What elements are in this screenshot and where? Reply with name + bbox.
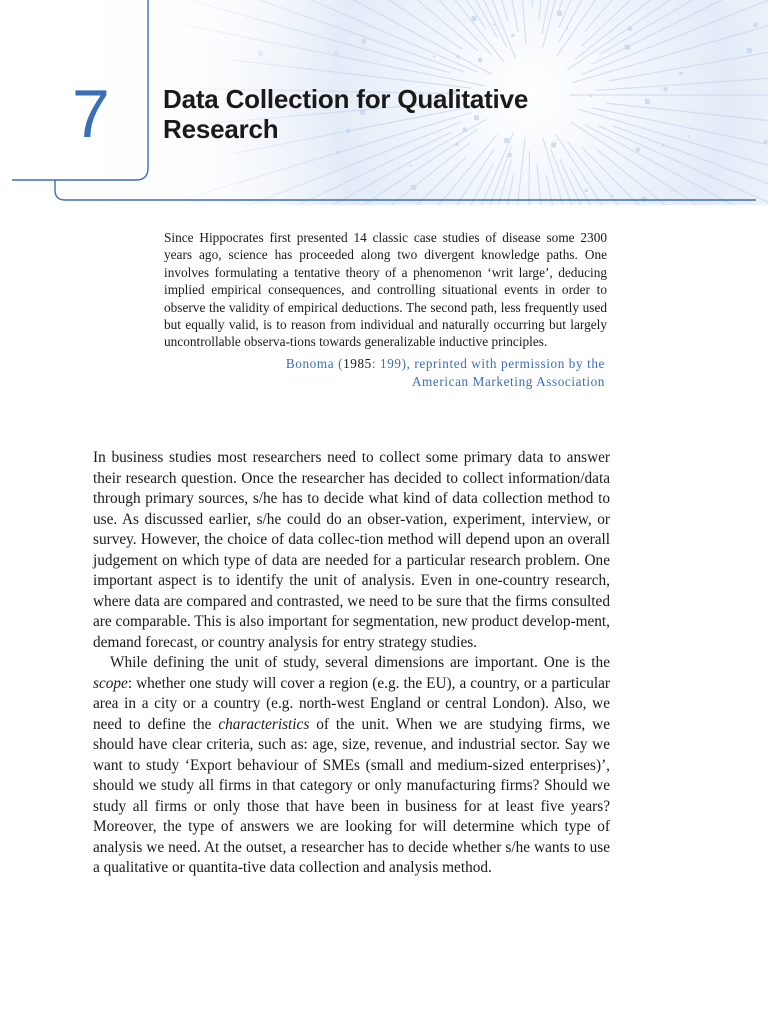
epigraph-citation: [164, 355, 607, 391]
citation-rest: : 199), reprinted with permission by the: [371, 355, 605, 371]
citation-year: 1985: [343, 355, 372, 371]
body-paragraph-1: In business studies most researchers need to collect some primary data to answer their research question. Once the researcher has decided to collect information/data through primary sources, s/he has to decide what kind of data collection method to use. As discussed earlier, s/he could do an obser-vation, experiment, interview, or survey. However, the choice of data collec-tion method will depend upon an overall judgement on which type of data are needed for a particular research problem. One important aspect is to identify the unit of analysis. Even in one-country research, where data are compared and contrasted, we need to be sure that the firms consulted are comparable. This is also important for segmentation, new product develop-ment, demand forecast, or country analysis for entry strategy studies.: [93, 449, 610, 651]
citation-author: Bonoma (: [285, 355, 344, 371]
p2-text-b: : whether one study will cover a region (e.g. the EU), a country, or a particular area in a city or a country (e.g. north-west England or central London). Also, we need to define the: [93, 674, 610, 733]
epigraph-quote: Since Hippocrates first presented 14 classic case studies of disease some 2300 years ago, science has proceeded along two divergent knowledge paths. One involves formulating a tentative theory of a phenomenon ‘writ large’, deducing implied empirical consequences, and controlling situational events in order to observe the validity of empirical deductions. The second path, less frequently used but equally valid, is to reason from individual and naturally occurring but largely uncontrollable observa-tions towards generalizable inductive principles.: [164, 230, 607, 350]
chapter-number: 7: [72, 76, 110, 152]
chapter-title: Data Collection for Qualitative Research: [163, 84, 529, 144]
p2-scope-emphasis: scope: [93, 674, 128, 692]
p2-text-a: While defining the unit of study, several dimensions are important. One is the: [110, 654, 610, 671]
body-paragraph-2: [93, 653, 610, 879]
epigraph: [164, 229, 607, 391]
chapter-body: [93, 448, 610, 879]
citation-publisher: American Marketing Association: [411, 373, 605, 389]
chapter-header: [0, 0, 768, 205]
p2-text-c: of the unit. When we are studying firms, we should have clear criteria, such as: age, size, revenue, and industrial sector. Say we want to study ‘Export behaviour of SMEs (small and medium-sized enterprises)’, should we study all firms in that category or only manufacturing firms? Should we study all firms or only those that have been in business for at least five years? Moreover, the type of answers we are looking for will determine which type of analysis we need. At the outset, a researcher has to decide whether s/he wants to use a qualitative or quantita-tive data collection and analysis method.: [93, 715, 610, 876]
p2-characteristics-emphasis: characteristics: [218, 715, 310, 733]
